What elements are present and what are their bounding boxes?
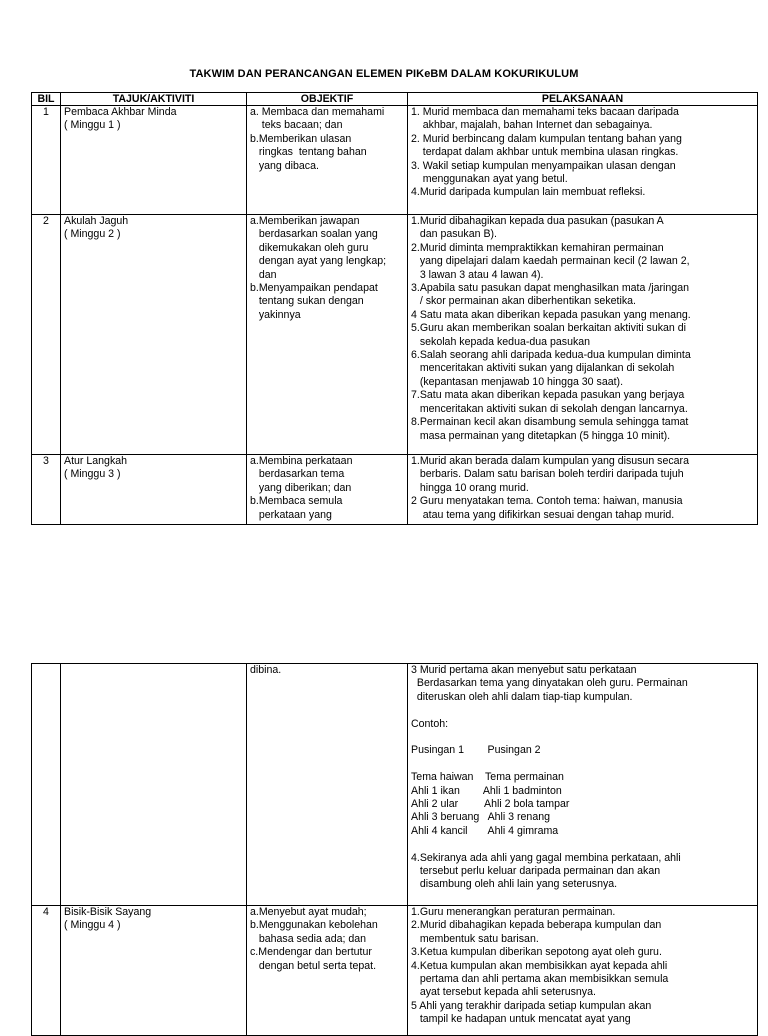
cell-pelaksanaan-line: 4.Murid daripada kumpulan lain membuat refleksi.: [411, 186, 646, 199]
page-title: TAKWIM DAN PERANCANGAN ELEMEN PIKeBM DALAM KOKURIKULUM: [189, 68, 579, 80]
cell-pelaksanaan-line: sekolah kepada kedua-dua pasukan: [411, 335, 591, 348]
cell-pelaksanaan-line: berbaris. Dalam satu barisan boleh terdiri daripada tujuh: [411, 468, 684, 481]
table-row: [32, 215, 758, 455]
cell-pelaksanaan-line: hingga 10 orang murid.: [411, 481, 529, 494]
cell-pelaksanaan-line: 3 lawan 3 atau 4 lawan 4).: [411, 268, 544, 281]
cell-pelaksanaan-line: (kepantasan menjawab 10 hingga 30 saat).: [411, 375, 624, 388]
cell-pelaksanaan-line: 4 Satu mata akan diberikan kepada pasukan yang menang.: [411, 308, 691, 321]
cell-pelaksanaan-line: 7.Satu mata akan diberikan kepada pasukan yang berjaya: [411, 389, 685, 402]
cell-objektif-line: bahasa sedia ada; dan: [250, 932, 367, 945]
cell-pelaksanaan-line: 2.Murid diminta mempraktikkan kemahiran permainan: [411, 241, 664, 254]
cell-tajuk: [61, 455, 247, 525]
cell-pelaksanaan-line: menggunakan ayat yang betul.: [411, 173, 568, 186]
cell-bil: 3: [32, 455, 61, 525]
cell-pelaksanaan-line: 1.Murid dibahagikan kepada dua pasukan (pasukan A: [411, 215, 664, 227]
cell-tajuk: [61, 106, 247, 215]
cell-tajuk-line: Pembaca Akhbar Minda: [64, 106, 177, 118]
cell-pelaksanaan-line: [411, 838, 754, 851]
table-row: [32, 455, 758, 525]
cell-objektif: [247, 906, 408, 1036]
cell-bil: 4: [32, 906, 61, 1036]
cell-pelaksanaan-line: 4.Sekiranya ada ahli yang gagal membina perkataan, ahli: [411, 851, 681, 864]
cell-pelaksanaan-line: yang dipelajari dalam kaedah permainan kecil (2 lawan 2,: [411, 255, 690, 268]
cell-pelaksanaan-line: 8.Permainan kecil akan disambung semula sehingga tamat: [411, 416, 689, 429]
cell-pelaksanaan-line: 2 Guru menyatakan tema. Contoh tema: haiwan, manusia: [411, 495, 683, 508]
cell-pelaksanaan: [408, 906, 758, 1036]
cell-pelaksanaan: [408, 106, 758, 215]
cell-bil: 2: [32, 215, 61, 455]
cell-tajuk-line: Atur Langkah: [64, 455, 128, 467]
table-header-row: [32, 93, 758, 106]
cell-pelaksanaan-line: dan pasukan B).: [411, 228, 497, 241]
cell-objektif-line: dengan ayat yang lengkap;: [250, 255, 387, 268]
cell-objektif-line: yang dibaca.: [250, 159, 319, 172]
cell-pelaksanaan-line: 2. Murid berbincang dalam kumpulan tentang bahan yang: [411, 132, 682, 145]
cell-pelaksanaan-line: Ahli 1 ikan Ahli 1 badminton: [411, 784, 562, 797]
cell-objektif-line: yang diberikan; dan: [250, 481, 352, 494]
cell-tajuk-line: ( Minggu 2 ): [64, 228, 121, 241]
cell-pelaksanaan-line: Ahli 3 beruang Ahli 3 renang: [411, 811, 550, 824]
cell-objektif-line: b.Membaca semula: [250, 495, 343, 508]
cell-pelaksanaan-line: membentuk satu barisan.: [411, 932, 539, 945]
cell-pelaksanaan-line: 5 Ahli yang terakhir daripada setiap kumpulan akan: [411, 999, 652, 1012]
table-body-part-2: [32, 664, 758, 1036]
cell-pelaksanaan-line: 1.Guru menerangkan peraturan permainan.: [411, 906, 616, 918]
cell-objektif-line: b.Menggunakan kebolehan: [250, 919, 378, 932]
cell-pelaksanaan-line: tersebut perlu keluar daripada permainan dan akan: [411, 865, 661, 878]
cell-pelaksanaan-line: 6.Salah seorang ahli daripada kedua-dua kumpulan diminta: [411, 349, 691, 362]
cell-objektif-line: teks bacaan; dan: [250, 119, 343, 132]
cell-objektif-line: dengan betul serta tepat.: [250, 959, 377, 972]
cell-objektif-line: a.Membina perkataan: [250, 455, 353, 467]
cell-tajuk: [61, 664, 247, 906]
cell-pelaksanaan-line: Ahli 2 ular Ahli 2 bola tampar: [411, 798, 570, 811]
cell-pelaksanaan-line: atau tema yang difikirkan sesuai dengan tahap murid.: [411, 508, 675, 521]
cell-objektif-line: dan: [250, 268, 277, 281]
header-pelaksanaan: PELAKSANAAN: [408, 93, 758, 106]
cell-tajuk-line: ( Minggu 1 ): [64, 119, 121, 132]
cell-pelaksanaan-line: 3.Ketua kumpulan diberikan sepotong ayat oleh guru.: [411, 946, 662, 959]
header-objektif: OBJEKTIF: [247, 93, 408, 106]
cell-pelaksanaan-line: akhbar, majalah, bahan Internet dan sebagainya.: [411, 119, 653, 132]
cell-objektif: [247, 215, 408, 455]
table-row: [32, 906, 758, 1036]
cell-tajuk: [61, 215, 247, 455]
cell-objektif-line: b.Menyampaikan pendapat: [250, 282, 378, 295]
cell-pelaksanaan-line: [411, 731, 754, 744]
cell-objektif-line: perkataan yang: [250, 508, 332, 521]
cell-pelaksanaan-line: 1. Murid membaca dan memahami teks bacaan daripada: [411, 106, 679, 118]
cell-pelaksanaan-line: 1.Murid akan berada dalam kumpulan yang disusun secara: [411, 455, 689, 467]
cell-pelaksanaan-line: menceritakan aktiviti sukan yang dijalankan di sekolah: [411, 362, 675, 375]
cell-pelaksanaan-line: Ahli 4 kancil Ahli 4 gimrama: [411, 824, 559, 837]
takwim-table-part-2: [31, 663, 758, 1036]
cell-tajuk-line: ( Minggu 4 ): [64, 919, 121, 932]
cell-pelaksanaan-line: diteruskan oleh ahli dalam tiap-tiap kumpulan.: [411, 690, 633, 703]
cell-pelaksanaan-line: / skor permainan akan diberhentikan seketika.: [411, 295, 636, 308]
cell-tajuk-line: Bisik-Bisik Sayang: [64, 906, 152, 918]
cell-pelaksanaan-line: menceritakan aktiviti sukan di sekolah dengan lancarnya.: [411, 402, 688, 415]
cell-pelaksanaan-line: terdapat dalam akhbar untuk membina ulasan ringkas.: [411, 146, 679, 159]
table-row: [32, 664, 758, 906]
cell-objektif-line: a. Membaca dan memahami: [250, 106, 385, 118]
cell-bil: [32, 664, 61, 906]
cell-pelaksanaan: [408, 215, 758, 455]
cell-pelaksanaan-line: disambung oleh ahli lain yang seterusnya.: [411, 878, 618, 891]
header-tajuk-aktiviti: TAJUK/AKTIVITI: [61, 93, 247, 106]
cell-pelaksanaan-line: 2.Murid dibahagikan kepada beberapa kumpulan dan: [411, 919, 662, 932]
cell-pelaksanaan-line: [411, 704, 754, 717]
cell-objektif-line: dikemukakan oleh guru: [250, 241, 369, 254]
cell-pelaksanaan-line: ayat tersebut kepada ahli seterusnya.: [411, 986, 596, 999]
cell-pelaksanaan-line: pertama dan ahli pertama akan membisikkan semula: [411, 973, 669, 986]
cell-pelaksanaan-line: 3.Apabila satu pasukan dapat menghasilkan mata /jaringan: [411, 282, 689, 295]
cell-objektif-line: dibina.: [250, 664, 282, 676]
cell-objektif: [247, 455, 408, 525]
cell-pelaksanaan-line: 5.Guru akan memberikan soalan berkaitan aktiviti sukan di: [411, 322, 686, 335]
cell-pelaksanaan: [408, 664, 758, 906]
cell-pelaksanaan-line: tampil ke hadapan untuk mencatat ayat yang: [411, 1013, 631, 1026]
cell-objektif-line: a.Memberikan jawapan: [250, 215, 360, 227]
cell-pelaksanaan-line: 4.Ketua kumpulan akan membisikkan ayat kepada ahli: [411, 959, 668, 972]
cell-bil: 1: [32, 106, 61, 215]
cell-pelaksanaan-line: Pusingan 1 Pusingan 2: [411, 744, 541, 757]
cell-pelaksanaan-line: 3. Wakil setiap kumpulan menyampaikan ulasan dengan: [411, 159, 676, 172]
cell-objektif-line: ringkas tentang bahan: [250, 146, 367, 159]
cell-pelaksanaan: [408, 455, 758, 525]
cell-objektif: [247, 106, 408, 215]
cell-tajuk-line: Akulah Jaguh: [64, 215, 129, 227]
cell-objektif-line: c.Mendengar dan bertutur: [250, 946, 372, 959]
cell-objektif: [247, 664, 408, 906]
cell-pelaksanaan-line: 3 Murid pertama akan menyebut satu perkataan: [411, 664, 637, 676]
cell-objektif-line: b.Memberikan ulasan: [250, 132, 352, 145]
cell-objektif-line: berdasarkan soalan yang: [250, 228, 378, 241]
cell-tajuk: [61, 906, 247, 1036]
cell-objektif-line: a.Menyebut ayat mudah;: [250, 906, 367, 918]
cell-pelaksanaan-line: Tema haiwan Tema permainan: [411, 771, 564, 784]
cell-objektif-line: berdasarkan tema: [250, 468, 345, 481]
header-bil: BIL: [32, 93, 61, 106]
cell-pelaksanaan-line: [411, 758, 754, 771]
table-body-part-1: [32, 106, 758, 525]
cell-pelaksanaan-line: masa permainan yang ditetapkan (5 hingga 10 minit).: [411, 429, 671, 442]
table-row: [32, 106, 758, 215]
cell-objektif-line: yakinnya: [250, 308, 301, 321]
cell-pelaksanaan-line: Contoh:: [411, 717, 449, 730]
takwim-table-part-1: [31, 92, 758, 525]
cell-tajuk-line: ( Minggu 3 ): [64, 468, 121, 481]
cell-objektif-line: tentang sukan dengan: [250, 295, 364, 308]
cell-pelaksanaan-line: Berdasarkan tema yang dinyatakan oleh guru. Permainan: [411, 677, 688, 690]
